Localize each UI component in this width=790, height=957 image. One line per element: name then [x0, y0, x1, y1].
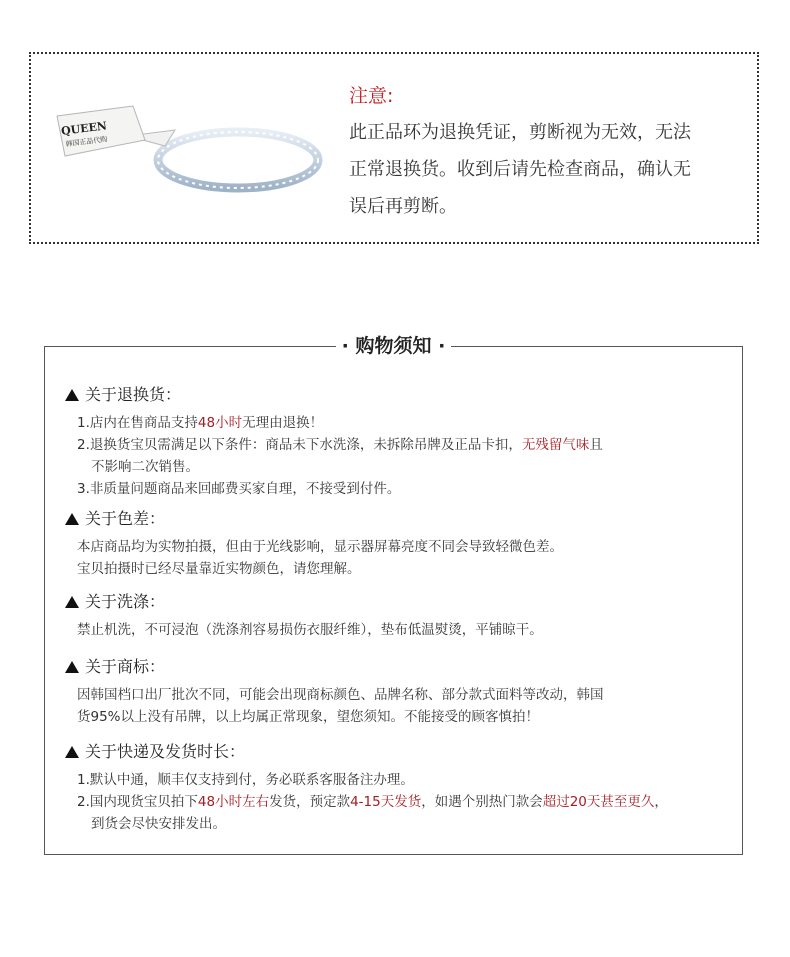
- section-heading: [65, 740, 730, 764]
- tag-sub-text: 韩国正品代购: [65, 135, 108, 149]
- guide-section: [65, 590, 730, 641]
- shopping-guide-box: [44, 335, 743, 855]
- section-line: [77, 706, 730, 728]
- highlight-text: 无残留气味: [521, 437, 590, 453]
- title-dot-right: ·: [438, 335, 446, 357]
- highlight-text: 4-15天发货: [350, 794, 422, 810]
- section-heading-text: 关于快递及发货时长：: [85, 742, 246, 761]
- section-heading: [65, 383, 730, 407]
- triangle-bullet-icon: [65, 513, 79, 525]
- section-line: [77, 558, 730, 580]
- highlight-text: 超过20天甚至更久: [542, 794, 655, 810]
- guide-section: [65, 383, 730, 500]
- section-heading-text: 关于洗涤：: [85, 592, 166, 611]
- line-text: ，如遇个别热门款会: [421, 794, 543, 810]
- line-text: 发货，预定款: [269, 794, 351, 810]
- line-text: 1.店内在售商品支持: [77, 415, 198, 431]
- section-heading-text: 关于退换货：: [85, 385, 182, 404]
- line-text: 到货会尽快安排发出。: [91, 816, 226, 832]
- section-line: [77, 813, 730, 835]
- section-line: [77, 619, 730, 641]
- guide-section: [65, 740, 730, 835]
- triangle-bullet-icon: [65, 389, 79, 401]
- triangle-bullet-icon: [65, 746, 79, 758]
- triangle-bullet-icon: [65, 661, 79, 673]
- title-dot-left: ·: [341, 335, 349, 357]
- notice-line-1: 此正品环为退换凭证，剪断视为无效，无法: [349, 122, 691, 143]
- line-text: 且: [589, 437, 603, 453]
- section-line: [77, 684, 730, 706]
- guide-title: [336, 333, 452, 359]
- line-text: 本店商品均为实物拍摄，但由于光线影响，显示器屏幕亮度不同会导致轻微色差。: [77, 539, 563, 555]
- section-line: [77, 769, 730, 791]
- section-heading-text: 关于色差：: [85, 509, 166, 528]
- notice-line-2: 正常退换货。收到后请先检查商品，确认无: [349, 159, 691, 180]
- tag-brand-text: QUEEN: [60, 119, 108, 138]
- triangle-bullet-icon: [65, 596, 79, 608]
- line-text: 2.国内现货宝贝拍下: [77, 794, 198, 810]
- line-text: 2.退换货宝贝需满足以下条件：商品未下水洗涤，未拆除吊牌及正品卡扣，: [77, 437, 522, 453]
- line-text: 1.默认中通，顺丰仅支持到付，务必联系客服备注办理。: [77, 772, 414, 788]
- line-text: 宝贝拍摄时已经尽量靠近实物颜色，请您理解。: [77, 561, 361, 577]
- line-text: 因韩国档口出厂批次不同，可能会出现商标颜色、品牌名称、部分款式面料等改动，韩国: [77, 687, 604, 703]
- line-text: 不影响二次销售。: [91, 459, 199, 475]
- notice-text: [349, 78, 744, 225]
- guide-section: [65, 655, 730, 728]
- section-heading: [65, 507, 730, 531]
- highlight-text: 48小时左右: [197, 794, 270, 810]
- section-line: [77, 791, 730, 813]
- section-heading-text: 关于商标：: [85, 657, 166, 676]
- notice-title: 注意:: [349, 85, 394, 107]
- section-heading: [65, 655, 730, 679]
- section-line: [77, 536, 730, 558]
- section-line: [77, 412, 730, 434]
- line-text: 无理由退换！: [242, 415, 324, 431]
- section-line: [77, 434, 730, 456]
- line-text: 禁止机洗，不可浸泡（洗涤剂容易损伤衣服纤维），垫布低温熨烫，平铺晾干。: [77, 622, 543, 638]
- security-tag-image: [53, 98, 333, 208]
- section-line: [77, 478, 730, 500]
- section-heading: [65, 590, 730, 614]
- notice-line-3: 误后再剪断。: [349, 196, 457, 217]
- line-text: ，: [654, 794, 668, 810]
- line-text: 货95%以上没有吊牌，以上均属正常现象，望您须知。不能接受的顾客慎拍！: [77, 709, 540, 725]
- line-text: 3.非质量问题商品来回邮费买家自理，不接受到付件。: [77, 481, 401, 497]
- notice-box: [29, 52, 759, 244]
- guide-title-text: 购物须知: [355, 335, 432, 357]
- guide-section: [65, 507, 730, 580]
- highlight-text: 48小时: [197, 415, 243, 431]
- section-line: [77, 456, 730, 478]
